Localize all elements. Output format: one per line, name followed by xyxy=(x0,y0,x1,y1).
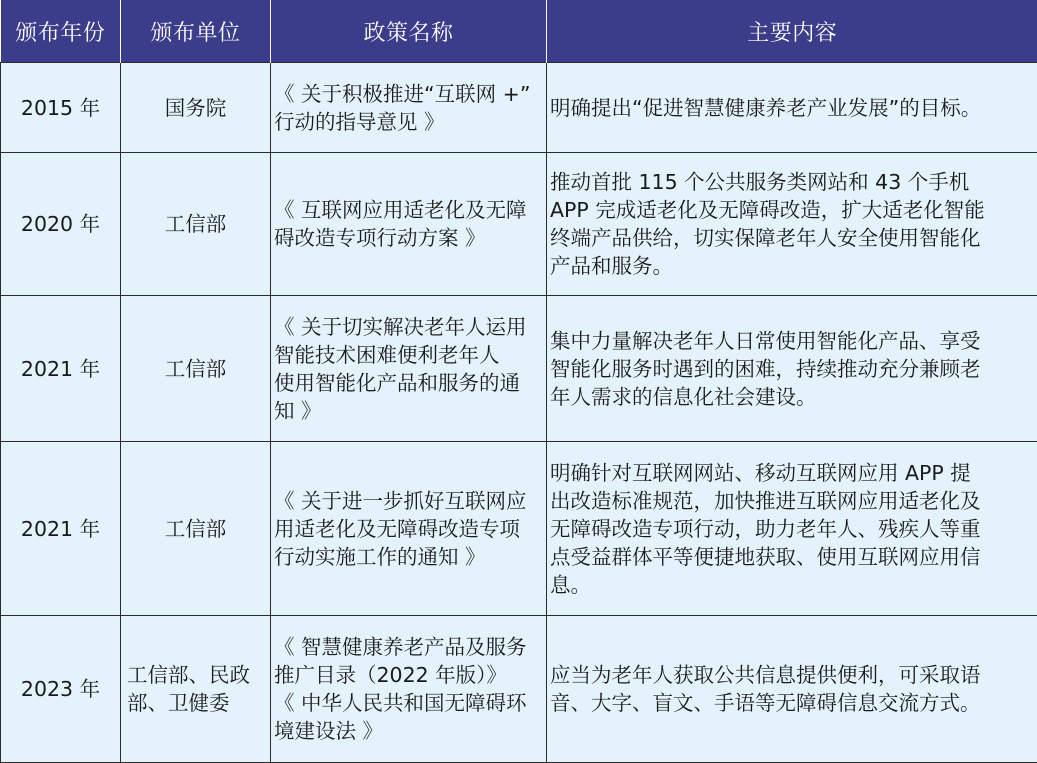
issuer-cell: 工信部、民政 部、卫健委 xyxy=(121,616,271,763)
issuer-cell: 工信部 xyxy=(121,296,271,442)
header-row xyxy=(1,0,1037,63)
content-cell: 集中力量解决老年人日常使用智能化产品、享受 智能化服务时遇到的困难，持续推动充分兼顾老 年人需求的信息化社会建设。 xyxy=(547,296,1037,442)
issuer-cell: 国务院 xyxy=(121,63,271,153)
year-cell: 2021 年 xyxy=(1,442,121,616)
content-cell: 应当为老年人获取公共信息提供便利，可采取语 音、大字、盲文、手语等无障碍信息交流方式。 xyxy=(547,616,1037,763)
issuer-cell: 工信部 xyxy=(121,153,271,296)
header-main-content: 主要内容 xyxy=(547,0,1037,63)
policy-name-cell: 《 智慧健康养老产品及服务 推广目录（2022 年版）》 《 中华人民共和国无障碍环 境建设法 》 xyxy=(271,616,547,763)
content-cell: 明确提出“促进智慧健康养老产业发展”的目标。 xyxy=(547,63,1037,153)
table-row xyxy=(1,616,1037,763)
policy-name-cell: 《 关于切实解决老年人运用 智能技术困难便利老年人 使用智能化产品和服务的通 知 》 xyxy=(271,296,547,442)
year-cell: 2020 年 xyxy=(1,153,121,296)
table-row xyxy=(1,296,1037,442)
header-issuer: 颁布单位 xyxy=(121,0,271,63)
policy-name-cell: 《 关于进一步抓好互联网应 用适老化及无障碍改造专项 行动实施工作的通知 》 xyxy=(271,442,547,616)
issuer-cell: 工信部 xyxy=(121,442,271,616)
policy-name-cell: 《 关于积极推进“互联网 +” 行动的指导意见 》 xyxy=(271,63,547,153)
policy-name-cell: 《 互联网应用适老化及无障 碍改造专项行动方案 》 xyxy=(271,153,547,296)
header-year: 颁布年份 xyxy=(1,0,121,63)
year-cell: 2021 年 xyxy=(1,296,121,442)
year-cell: 2023 年 xyxy=(1,616,121,763)
table-row xyxy=(1,63,1037,153)
table-row xyxy=(1,153,1037,296)
table-row xyxy=(1,442,1037,616)
header-policy-name: 政策名称 xyxy=(271,0,547,63)
year-cell: 2015 年 xyxy=(1,63,121,153)
content-cell: 明确针对互联网网站、移动互联网应用 APP 提 出改造标准规范，加快推进互联网应用适老化及 无障碍改造专项行动，助力老年人、残疾人等重 点受益群体平等便捷地获取、使用互联网应用信 息。 xyxy=(547,442,1037,616)
content-cell: 推动首批 115 个公共服务类网站和 43 个手机 APP 完成适老化及无障碍改造，扩大适老化智能 终端产品供给，切实保障老年人安全使用智能化 产品和服务。 xyxy=(547,153,1037,296)
